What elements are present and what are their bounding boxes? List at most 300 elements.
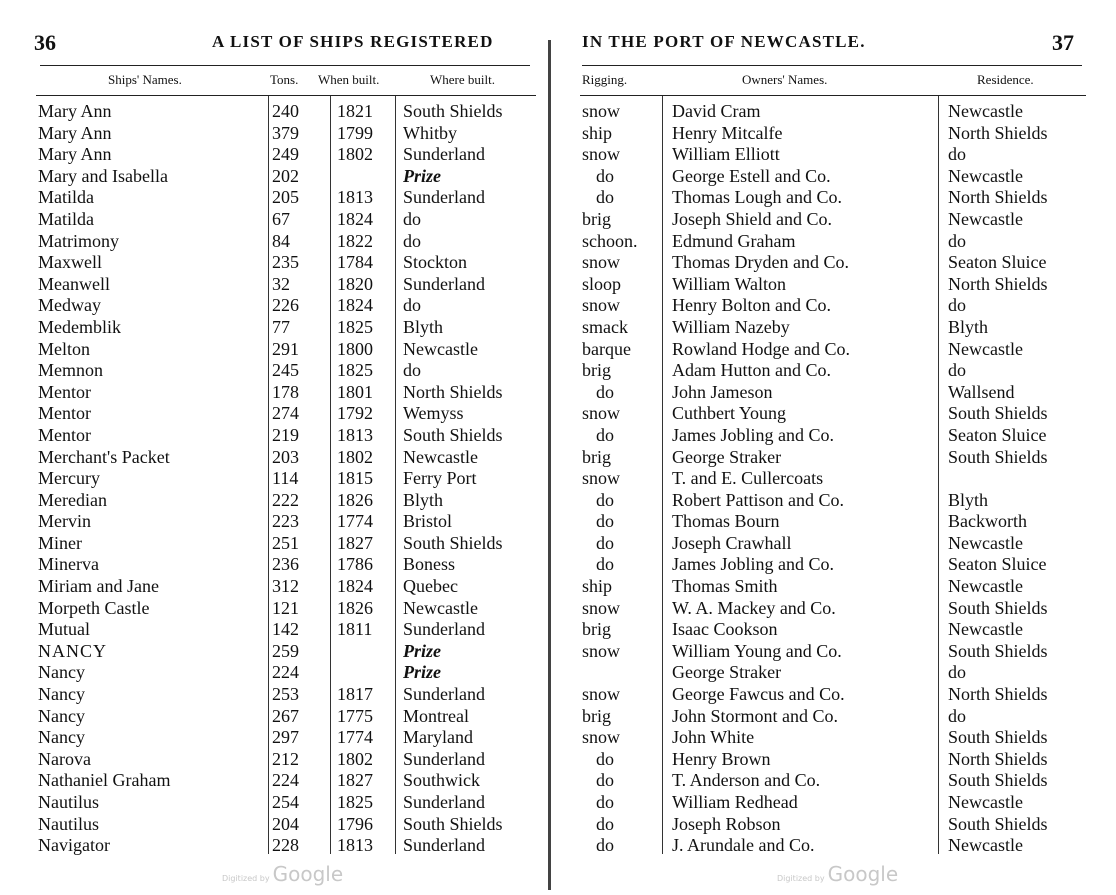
table-row [0, 641, 548, 663]
ship-year: 1826 [337, 489, 373, 510]
owner-residence: Newcastle [948, 165, 1023, 186]
ship-name: Minerva [38, 554, 99, 575]
ship-year: 1801 [337, 381, 373, 402]
ship-where-built: Whitby [403, 122, 457, 143]
ship-tons: 312 [272, 576, 299, 597]
ship-rigging: ship [582, 122, 613, 143]
ship-name: Narova [38, 748, 91, 769]
ship-tons: 77 [272, 316, 290, 337]
table-row [0, 144, 548, 166]
table-row [0, 576, 548, 598]
owner-name: John Stormont and Co. [672, 705, 839, 726]
right-page-heading: IN THE PORT OF NEWCASTLE. [582, 32, 866, 51]
owner-residence: do [948, 705, 966, 726]
header-rule [582, 65, 1082, 66]
ship-year: 1784 [337, 252, 373, 273]
ship-rigging: do [596, 165, 614, 186]
ship-rigging: snow [582, 295, 621, 316]
table-row [552, 576, 1116, 598]
table-row [552, 317, 1116, 339]
table-row [0, 101, 548, 123]
owner-name: Joseph Robson [672, 813, 781, 834]
ship-year: 1824 [337, 208, 373, 229]
owner-name: J. Arundale and Co. [672, 835, 815, 856]
ship-name: Merchant's Packet [38, 446, 170, 467]
ship-tons: 205 [272, 187, 299, 208]
owner-residence: North Shields [948, 122, 1048, 143]
owner-residence: Newcastle [948, 208, 1023, 229]
owner-residence: Newcastle [948, 576, 1023, 597]
right-page-number: 37 [1052, 30, 1074, 55]
ship-where-built: Sunderland [403, 748, 485, 769]
ship-year: 1775 [337, 705, 373, 726]
ship-where-built: Blyth [403, 316, 444, 337]
ship-year: 1813 [337, 835, 373, 856]
ship-rigging: do [596, 792, 614, 812]
ship-year: 1800 [337, 338, 373, 359]
ship-rigging: do [596, 554, 614, 575]
table-row [552, 749, 1116, 771]
ship-rigging: smack [582, 316, 628, 337]
table-row [0, 295, 548, 317]
ship-rigging: snow [582, 727, 621, 748]
owner-residence: do [948, 662, 966, 683]
ship-year: 1811 [337, 619, 373, 640]
owner-residence: Newcastle [948, 532, 1023, 553]
column-rule [36, 95, 536, 96]
ship-where-built: Sunderland [403, 835, 485, 856]
ship-tons: 222 [272, 489, 299, 510]
ship-rigging: snow [582, 403, 621, 424]
ship-name: Mentor [38, 403, 91, 424]
owner-name: Henry Bolton and Co. [672, 295, 831, 316]
table-row [552, 447, 1116, 469]
owner-residence: North Shields [948, 273, 1048, 294]
ship-name: Medemblik [38, 316, 121, 337]
ship-rigging: brig [582, 619, 611, 640]
ship-rigging: do [596, 770, 614, 791]
column-rule [580, 95, 1086, 96]
table-row [552, 684, 1116, 706]
ship-name: Medway [38, 295, 101, 316]
ship-tons: 224 [272, 662, 299, 683]
owner-name: Adam Hutton and Co. [672, 360, 831, 381]
ship-tons: 267 [272, 705, 299, 726]
ship-year: 1802 [337, 748, 373, 769]
ship-rigging: ship [582, 576, 613, 597]
ship-rigging: do [596, 748, 614, 769]
table-row [0, 209, 548, 231]
owner-residence: do [948, 144, 966, 165]
col-ships-names: Ships' Names. [108, 72, 182, 87]
table-row [552, 382, 1116, 404]
owner-residence: Seaton Sluice [948, 252, 1047, 273]
col-residence: Residence. [977, 72, 1034, 87]
col-when-built: When built. [318, 72, 380, 87]
ship-tons: 84 [272, 230, 290, 251]
ship-name: Meredian [38, 489, 107, 510]
owner-name: William Elliott [672, 144, 780, 165]
owner-residence: Newcastle [948, 792, 1023, 812]
ship-where-built: South Shields [403, 424, 503, 445]
table-row [0, 684, 548, 706]
ship-name: Mary Ann [38, 101, 112, 121]
owner-residence: South Shields [948, 597, 1048, 618]
table-row [552, 533, 1116, 555]
ship-tons: 223 [272, 511, 299, 532]
table-row [552, 468, 1116, 490]
ships-left-table [0, 101, 548, 857]
owner-residence: Newcastle [948, 619, 1023, 640]
ship-tons: 204 [272, 813, 299, 834]
col-tons: Tons. [270, 72, 299, 87]
ship-rigging: schoon. [582, 230, 638, 251]
table-row [552, 101, 1116, 123]
ship-where-built: South Shields [403, 101, 503, 121]
table-row [0, 490, 548, 512]
owner-residence: South Shields [948, 727, 1048, 748]
ship-tons: 251 [272, 532, 299, 553]
owner-name: Isaac Cookson [672, 619, 778, 640]
ship-name: Mercury [38, 468, 100, 489]
table-row [0, 166, 548, 188]
ship-year: 1786 [337, 554, 373, 575]
owner-residence: South Shields [948, 813, 1048, 834]
ship-year: 1802 [337, 446, 373, 467]
owner-name: John Jameson [672, 381, 773, 402]
ship-rigging: do [596, 381, 614, 402]
ship-year: 1817 [337, 684, 373, 705]
owner-residence: do [948, 360, 966, 381]
ship-tons: 274 [272, 403, 299, 424]
ship-name: Miner [38, 532, 82, 553]
ship-where-built: South Shields [403, 532, 503, 553]
table-row [552, 662, 1116, 684]
table-row [552, 490, 1116, 512]
table-row [552, 144, 1116, 166]
owner-name: Edmund Graham [672, 230, 796, 251]
table-row [552, 339, 1116, 361]
ship-year: 1824 [337, 295, 373, 316]
ship-name: Mutual [38, 619, 90, 640]
ship-tons: 254 [272, 792, 299, 812]
ship-rigging: snow [582, 468, 621, 489]
ship-year: 1825 [337, 316, 373, 337]
owner-name: Thomas Bourn [672, 511, 780, 532]
owner-residence: Blyth [948, 316, 989, 337]
owner-residence: South Shields [948, 403, 1048, 424]
ship-rigging: barque [582, 338, 631, 359]
ship-where-built: Sunderland [403, 144, 485, 165]
owner-name: George Fawcus and Co. [672, 684, 845, 705]
ship-tons: 259 [272, 640, 299, 661]
ship-tons: 224 [272, 770, 299, 791]
ship-where-built: do [403, 230, 421, 251]
ship-rigging: sloop [582, 273, 622, 294]
table-row [0, 749, 548, 771]
table-row [552, 835, 1116, 857]
page-gutter [548, 40, 551, 890]
owner-name: Cuthbert Young [672, 403, 787, 424]
owner-name: William Walton [672, 273, 786, 294]
ship-tons: 240 [272, 101, 299, 121]
ship-rigging: brig [582, 360, 611, 381]
table-row [0, 403, 548, 425]
owner-residence: South Shields [948, 640, 1048, 661]
table-row [552, 252, 1116, 274]
owner-name: Henry Mitcalfe [672, 122, 783, 143]
ship-tons: 245 [272, 360, 299, 381]
owner-name: Thomas Dryden and Co. [672, 252, 849, 273]
header-rule [40, 65, 530, 66]
table-row [0, 425, 548, 447]
owner-name: William Redhead [672, 792, 798, 812]
ship-where-built: Wemyss [403, 403, 464, 424]
col-rigging: Rigging. [582, 72, 628, 87]
table-row [0, 706, 548, 728]
ship-name: Nathaniel Graham [38, 770, 171, 791]
owner-name: W. A. Mackey and Co. [672, 597, 836, 618]
ship-tons: 228 [272, 835, 299, 856]
ship-year: 1815 [337, 468, 373, 489]
ship-name: Mervin [38, 511, 91, 532]
ship-where-built: Southwick [403, 770, 481, 791]
owner-name: Joseph Shield and Co. [672, 208, 832, 229]
ship-where-built: Sunderland [403, 273, 485, 294]
owner-residence: Seaton Sluice [948, 554, 1047, 575]
ship-year: 1802 [337, 144, 373, 165]
owner-name: James Jobling and Co. [672, 424, 834, 445]
ship-tons: 249 [272, 144, 299, 165]
ship-tons: 236 [272, 554, 299, 575]
table-row [552, 619, 1116, 641]
ship-name: Mentor [38, 381, 91, 402]
table-row [0, 511, 548, 533]
table-row [552, 814, 1116, 836]
ship-rigging: snow [582, 597, 621, 618]
owner-name: George Straker [672, 662, 782, 683]
table-row [0, 231, 548, 253]
ship-rigging: brig [582, 208, 611, 229]
owner-residence: do [948, 295, 966, 316]
ship-name: Mary and Isabella [38, 165, 168, 186]
ship-rigging: brig [582, 705, 611, 726]
ship-rigging: snow [582, 252, 621, 273]
ship-name: Nancy [38, 684, 85, 705]
ship-rigging: snow [582, 684, 621, 705]
ship-year: 1799 [337, 122, 373, 143]
ship-rigging: do [596, 835, 614, 856]
ship-rigging: do [596, 511, 614, 532]
table-row [552, 425, 1116, 447]
table-row [552, 598, 1116, 620]
ship-tons: 379 [272, 122, 299, 143]
ship-year: 1792 [337, 403, 373, 424]
ship-year: 1827 [337, 532, 373, 553]
ship-name: Morpeth Castle [38, 597, 150, 618]
ship-where-built: Prize [403, 165, 441, 186]
table-row [552, 295, 1116, 317]
table-row [552, 727, 1116, 749]
ship-year: 1825 [337, 792, 373, 812]
col-owners-names: Owners' Names. [742, 72, 828, 87]
owner-residence: Newcastle [948, 338, 1023, 359]
ship-where-built: Sunderland [403, 187, 485, 208]
ship-where-built: Sunderland [403, 619, 485, 640]
owner-name: Henry Brown [672, 748, 771, 769]
ship-where-built: Boness [403, 554, 456, 575]
left-page-number: 36 [34, 30, 56, 55]
ship-tons: 203 [272, 446, 299, 467]
ship-where-built: Sunderland [403, 684, 485, 705]
owner-name: Thomas Smith [672, 576, 778, 597]
ship-where-built: Maryland [403, 727, 473, 748]
ship-year: 1774 [337, 727, 373, 748]
ship-where-built: Sunderland [403, 792, 485, 812]
ship-name: Matrimony [38, 230, 119, 251]
ship-name: NANCY [38, 640, 108, 661]
ship-tons: 121 [272, 597, 299, 618]
table-row [552, 792, 1116, 814]
ship-rigging: do [596, 532, 614, 553]
ship-where-built: Stockton [403, 252, 468, 273]
table-row [0, 662, 548, 684]
owner-name: George Estell and Co. [672, 165, 831, 186]
ship-where-built: Prize [403, 662, 441, 683]
owner-name: Joseph Crawhall [672, 532, 792, 553]
ship-tons: 297 [272, 727, 299, 748]
ship-year: 1821 [337, 101, 373, 121]
ship-tons: 226 [272, 295, 299, 316]
ship-name: Mary Ann [38, 122, 112, 143]
ship-where-built: Newcastle [403, 446, 478, 467]
owner-residence: North Shields [948, 187, 1048, 208]
table-row [0, 598, 548, 620]
ship-year: 1774 [337, 511, 373, 532]
ship-rigging: brig [582, 446, 611, 467]
ship-where-built: Ferry Port [403, 468, 477, 489]
ship-rigging: do [596, 813, 614, 834]
right-page [552, 0, 1116, 895]
owner-name: John White [672, 727, 755, 748]
ships-right-table [552, 101, 1116, 857]
table-row [0, 727, 548, 749]
owner-residence: Seaton Sluice [948, 424, 1047, 445]
ship-name: Melton [38, 338, 90, 359]
google-watermark: Digitized by Google [222, 862, 344, 886]
ship-tons: 114 [272, 468, 299, 489]
ship-rigging: snow [582, 144, 621, 165]
ship-where-built: Newcastle [403, 338, 478, 359]
table-row [552, 274, 1116, 296]
ship-where-built: do [403, 360, 421, 381]
ship-name: Navigator [38, 835, 110, 856]
owner-name: T. and E. Cullercoats [672, 468, 824, 489]
table-row [552, 403, 1116, 425]
ship-where-built: do [403, 295, 421, 316]
table-row [0, 317, 548, 339]
ship-name: Meanwell [38, 273, 110, 294]
ship-year: 1796 [337, 813, 373, 834]
table-row [0, 382, 548, 404]
owner-residence: Newcastle [948, 835, 1023, 856]
ship-tons: 291 [272, 338, 299, 359]
owner-name: William Nazeby [672, 316, 790, 337]
ship-name: Mary Ann [38, 144, 112, 165]
table-row [0, 187, 548, 209]
table-row [552, 187, 1116, 209]
ship-year: 1824 [337, 576, 373, 597]
ship-year: 1822 [337, 230, 373, 251]
owner-residence: do [948, 230, 966, 251]
table-row [552, 231, 1116, 253]
table-row [0, 447, 548, 469]
owner-residence: Newcastle [948, 101, 1023, 121]
owner-name: T. Anderson and Co. [672, 770, 821, 791]
ship-name: Memnon [38, 360, 103, 381]
ship-where-built: do [403, 208, 421, 229]
ship-name: Nautilus [38, 813, 99, 834]
table-row [552, 209, 1116, 231]
table-row [0, 792, 548, 814]
table-row [0, 619, 548, 641]
table-row [552, 770, 1116, 792]
ship-name: Maxwell [38, 252, 102, 273]
ship-where-built: Montreal [403, 705, 469, 726]
left-page [0, 0, 548, 895]
ship-rigging: do [596, 187, 614, 208]
owner-name: Robert Pattison and Co. [672, 489, 844, 510]
col-where-built: Where built. [430, 72, 495, 87]
ship-year: 1820 [337, 273, 373, 294]
table-row [0, 814, 548, 836]
table-row [552, 166, 1116, 188]
ship-where-built: Bristol [403, 511, 453, 532]
ship-year: 1825 [337, 360, 373, 381]
ship-year: 1813 [337, 424, 373, 445]
table-row [552, 123, 1116, 145]
table-row [552, 511, 1116, 533]
ship-where-built: Newcastle [403, 597, 478, 618]
ship-year: 1827 [337, 770, 373, 791]
table-row [552, 706, 1116, 728]
table-row [0, 123, 548, 145]
owner-name: William Young and Co. [672, 640, 842, 661]
owner-residence: Backworth [948, 511, 1027, 532]
ship-year: 1826 [337, 597, 373, 618]
ship-year: 1813 [337, 187, 373, 208]
ship-name: Mentor [38, 424, 91, 445]
table-row [0, 252, 548, 274]
ship-where-built: North Shields [403, 381, 503, 402]
owner-residence: Wallsend [948, 381, 1015, 402]
table-row [552, 360, 1116, 382]
owner-residence: North Shields [948, 748, 1048, 769]
ship-name: Nancy [38, 727, 85, 748]
table-row [0, 770, 548, 792]
table-row [552, 554, 1116, 576]
ship-name: Matilda [38, 187, 94, 208]
owner-name: Rowland Hodge and Co. [672, 338, 850, 359]
ship-rigging: snow [582, 101, 621, 121]
ship-tons: 178 [272, 381, 299, 402]
ship-tons: 219 [272, 424, 299, 445]
owner-residence: North Shields [948, 684, 1048, 705]
table-row [0, 468, 548, 490]
left-page-heading: A LIST OF SHIPS REGISTERED [212, 32, 494, 51]
ship-name: Miriam and Jane [38, 576, 159, 597]
ship-tons: 67 [272, 208, 290, 229]
